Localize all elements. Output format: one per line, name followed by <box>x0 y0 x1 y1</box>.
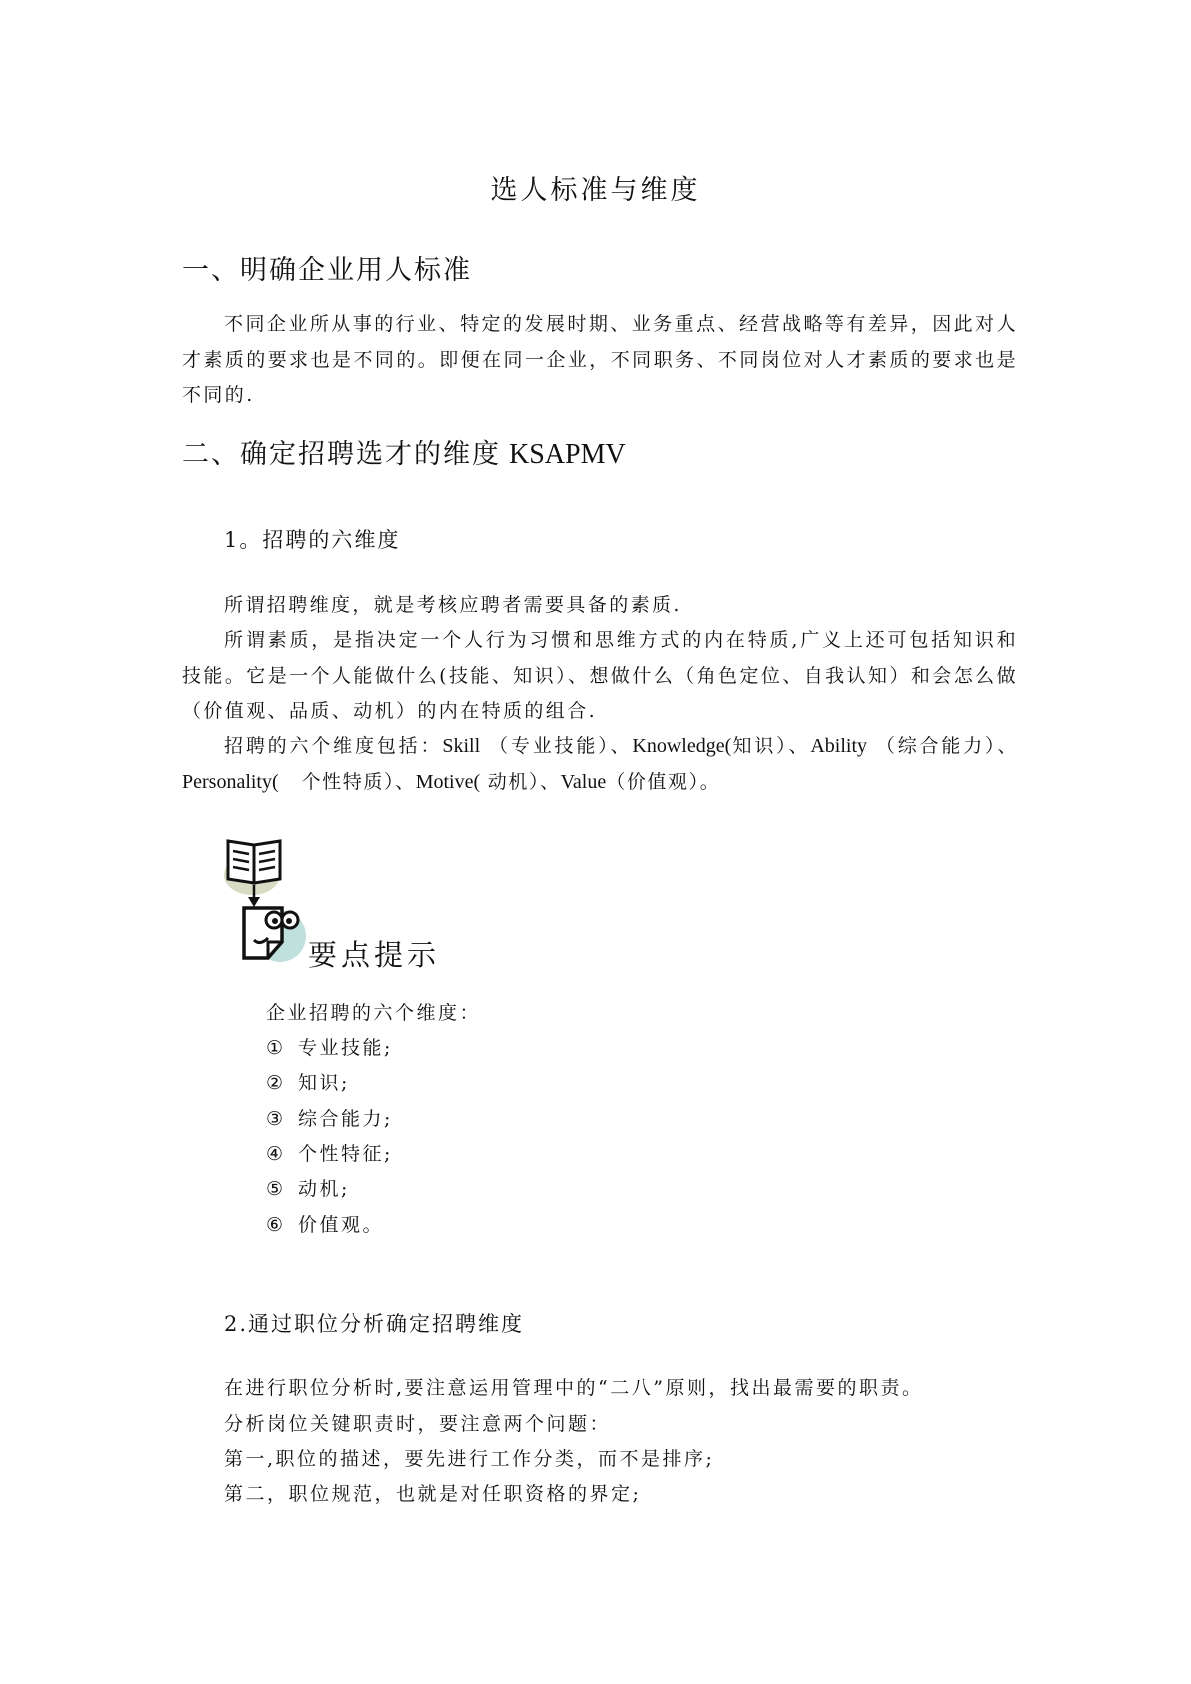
p3-text: （综合能力）、 <box>867 735 1018 757</box>
p3-personality: Personality( <box>182 770 279 793</box>
tip-item <box>266 1104 393 1131</box>
subsection-1-paragraph-3 <box>182 729 1018 800</box>
tip-item-text: 专业技能; <box>298 1037 393 1059</box>
tip-item-number: ④ <box>266 1143 286 1165</box>
section-2-heading <box>182 432 626 471</box>
subsection-1-paragraph-2: 所谓素质，是指决定一个人行为习惯和思维方式的内在特质,广义上还可包括知识和技能。它是一个人能做什么(技能、知识）、想做什么（角色定位、自我认知）和会怎么做（价值观、品质、动机）的内在特质的组合. <box>182 629 1018 722</box>
p3-text: 动机）、 <box>480 770 561 793</box>
section-2-heading-latin: KSAPMV <box>509 439 626 470</box>
subsection-2-line: 第二，职位规范，也就是对任职资格的界定; <box>224 1483 642 1505</box>
tip-item <box>266 1033 393 1060</box>
p3-value: Value <box>560 770 607 793</box>
tip-item <box>266 1068 350 1095</box>
notepad-eyes-icon <box>238 900 308 970</box>
tip-item-number: ⑥ <box>266 1214 286 1236</box>
p3-ability: Ability <box>810 735 867 757</box>
p3-skill: Skill <box>442 735 481 757</box>
subsection-2-line: 在进行职位分析时,要注意运用管理中的“二八”原则，找出最需要的职责。 <box>224 1377 924 1399</box>
tip-item-number: ① <box>266 1037 286 1059</box>
subsection-1-heading: 1。招聘的六维度 <box>224 528 401 552</box>
tip-item-number: ③ <box>266 1108 286 1130</box>
document-title: 选人标准与维度 <box>490 175 701 206</box>
subsection-2-line: 第一,职位的描述，要先进行工作分类，而不是排序; <box>224 1448 715 1470</box>
section-1-heading: 一、明确企业用人标准 <box>182 255 472 286</box>
section-2-heading-cn: 二、确定招聘选才的维度 <box>182 439 501 470</box>
tip-item-number: ⑤ <box>266 1178 286 1200</box>
tip-item <box>266 1174 350 1201</box>
section-1-paragraph: 不同企业所从事的行业、特定的发展时期、业务重点、经营战略等有差异，因此对人才素质的要求也是不同的。即便在同一企业，不同职务、不同岗位对人才素质的要求也是不同的. <box>182 313 1018 406</box>
tip-item-number: ② <box>266 1072 286 1094</box>
subsection-2-heading: 2.通过职位分析确定招聘维度 <box>224 1312 525 1336</box>
p3-text: （价值观）。 <box>606 770 721 793</box>
subsection-2-line: 分析岗位关键职责时，要注意两个问题： <box>224 1413 612 1435</box>
p3-text: （专业技能）、 <box>480 735 633 757</box>
p3-text: 知识）、 <box>731 735 811 757</box>
tip-item <box>266 1139 393 1166</box>
subsection-1-paragraph-1: 所谓招聘维度，就是考核应聘者需要具备的素质. <box>224 594 682 616</box>
tip-item-text: 个性特征; <box>298 1143 393 1165</box>
p3-motive: Motive( <box>415 770 481 793</box>
tip-item <box>266 1210 384 1237</box>
tip-item-text: 综合能力; <box>298 1108 393 1130</box>
tip-item-text: 知识; <box>298 1072 350 1094</box>
p3-text: 招聘的六个维度包括： <box>224 735 443 757</box>
tip-item-text: 动机; <box>298 1178 350 1200</box>
tip-intro: 企业招聘的六个维度： <box>266 1002 482 1024</box>
p3-knowledge: Knowledge( <box>632 735 732 757</box>
tip-item-text: 价值观。 <box>298 1214 385 1236</box>
tip-title: 要点提示 <box>308 938 441 972</box>
p3-text: 个性特质）、 <box>278 770 416 793</box>
